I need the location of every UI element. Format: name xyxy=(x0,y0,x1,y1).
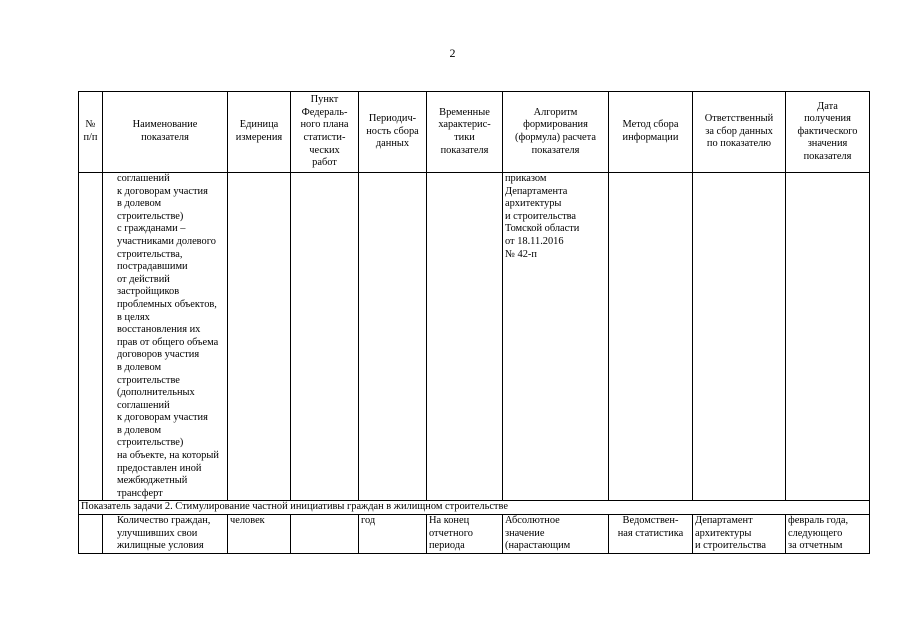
cell-responsible xyxy=(693,173,786,501)
cell-time xyxy=(427,173,503,501)
cell-date: февраль года, следующего за отчетным xyxy=(786,515,870,554)
header-method: Метод сбора информации xyxy=(609,92,693,173)
cell-algorithm: приказом Департамента архитектуры и строительства Томской области от 18.11.2016 № 42-п xyxy=(503,173,609,501)
cell-fed-plan xyxy=(291,515,359,554)
cell-method: Ведомствен- ная статистика xyxy=(609,515,693,554)
header-name: Наименование показателя xyxy=(103,92,228,173)
cell-fed-plan xyxy=(291,173,359,501)
cell-algorithm: Абсолютное значение (нарастающим xyxy=(503,515,609,554)
page-number: 2 xyxy=(449,46,456,60)
cell-date xyxy=(786,173,870,501)
header-num: № п/п xyxy=(79,92,103,173)
section-row xyxy=(79,501,870,515)
header-fed-plan: Пункт Федераль- ного плана статисти- ческих работ xyxy=(291,92,359,173)
header-row xyxy=(79,92,870,173)
header-algorithm: Алгоритм формирования (формула) расчета показателя xyxy=(503,92,609,173)
indicators-table xyxy=(78,91,870,554)
table-row xyxy=(79,173,870,501)
cell-unit xyxy=(228,173,291,501)
header-period: Периодич- ность сбора данных xyxy=(359,92,427,173)
cell-name: соглашений к договорам участия в долевом строительстве) с гражданами – участниками долевого строительства, пострадавшими от действий застройщиков проблемных объектов, в целях восстановления их прав от общего объема договоров участия в долевом строительстве (дополнительных соглашений к договорам участия в долевом строительстве) на объекте, на который предоставлен иной межбюджетный трансферт xyxy=(103,173,228,501)
header-responsible: Ответственный за сбор данных по показателю xyxy=(693,92,786,173)
cell-num xyxy=(79,515,103,554)
header-date: Дата получения фактического значения показателя xyxy=(786,92,870,173)
cell-responsible: Департамент архитектуры и строительства xyxy=(693,515,786,554)
cell-period: год xyxy=(359,515,427,554)
cell-method xyxy=(609,173,693,501)
cell-num xyxy=(79,173,103,501)
cell-time: На конец отчетного периода xyxy=(427,515,503,554)
section-title: Показатель задачи 2. Стимулирование частной инициативы граждан в жилищном строительстве xyxy=(79,501,870,515)
cell-period xyxy=(359,173,427,501)
header-time: Временные характерис- тики показателя xyxy=(427,92,503,173)
header-unit: Единица измерения xyxy=(228,92,291,173)
cell-unit: человек xyxy=(228,515,291,554)
cell-name: Количество граждан, улучшивших свои жилищные условия xyxy=(103,515,228,554)
table-row xyxy=(79,515,870,554)
